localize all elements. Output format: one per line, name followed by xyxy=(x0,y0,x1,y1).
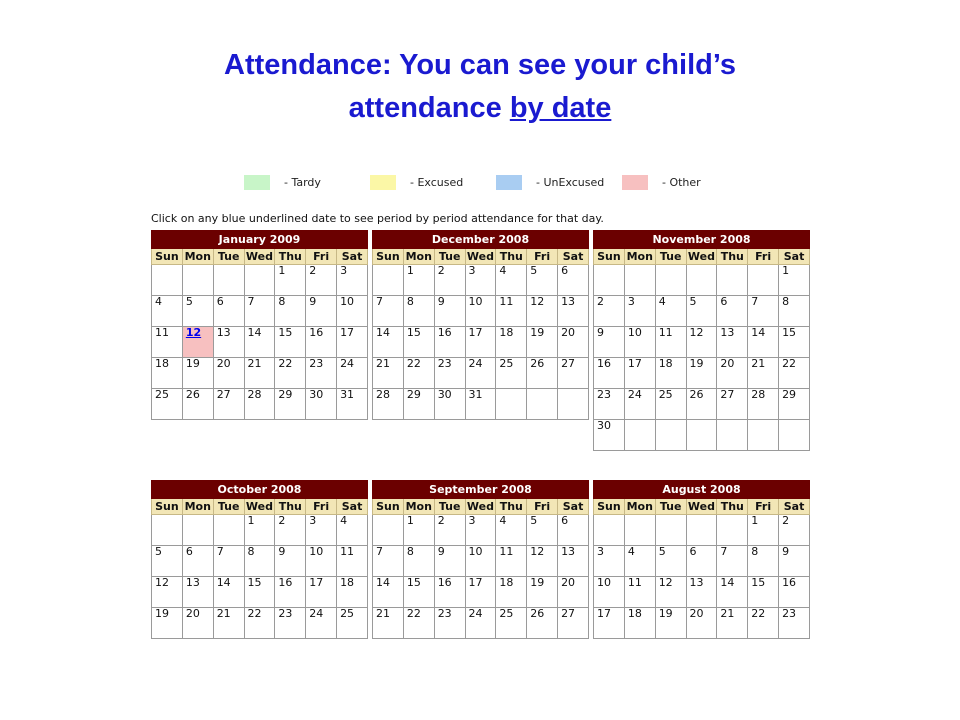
empty-day-cell xyxy=(373,265,404,296)
day-cell-25: 25 xyxy=(152,389,183,420)
weekday-header-fri: Fri xyxy=(306,499,337,515)
empty-day-cell xyxy=(152,265,183,296)
weekday-header-sun: Sun xyxy=(373,249,404,265)
day-cell-5: 5 xyxy=(182,296,213,327)
day-cell-4: 4 xyxy=(496,265,527,296)
day-cell-7: 7 xyxy=(717,546,748,577)
day-cell-7: 7 xyxy=(373,546,404,577)
day-cell-21: 21 xyxy=(244,358,275,389)
day-cell-2: 2 xyxy=(434,265,465,296)
day-cell-20: 20 xyxy=(558,577,589,608)
day-cell-21: 21 xyxy=(373,358,404,389)
day-cell-16: 16 xyxy=(779,577,810,608)
weekday-header-thu: Thu xyxy=(717,499,748,515)
day-cell-22: 22 xyxy=(748,608,779,639)
day-cell-17: 17 xyxy=(465,577,496,608)
day-cell-10: 10 xyxy=(306,546,337,577)
day-cell-4: 4 xyxy=(624,546,655,577)
weekday-header-sun: Sun xyxy=(594,499,625,515)
day-cell-26: 26 xyxy=(527,608,558,639)
day-cell-9: 9 xyxy=(779,546,810,577)
day-cell-4: 4 xyxy=(152,296,183,327)
day-cell-5: 5 xyxy=(655,546,686,577)
day-cell-6: 6 xyxy=(182,546,213,577)
weekday-header-thu: Thu xyxy=(717,249,748,265)
calendar-month-title: August 2008 xyxy=(594,481,810,499)
day-cell-25: 25 xyxy=(496,608,527,639)
calendar-august-2008 xyxy=(593,480,810,639)
title-line-2 xyxy=(0,87,960,130)
day-cell-6: 6 xyxy=(558,515,589,546)
weekday-header-mon: Mon xyxy=(624,249,655,265)
empty-day-cell xyxy=(182,265,213,296)
empty-day-cell xyxy=(655,420,686,451)
weekday-header-wed: Wed xyxy=(687,250,715,263)
day-cell-17: 17 xyxy=(465,327,496,358)
day-cell-2: 2 xyxy=(779,515,810,546)
day-cell-2: 2 xyxy=(594,296,625,327)
calendar-month-title: November 2008 xyxy=(594,231,810,249)
day-cell-6: 6 xyxy=(558,265,589,296)
day-cell-16: 16 xyxy=(275,577,306,608)
day-cell-22: 22 xyxy=(403,608,434,639)
day-cell-23: 23 xyxy=(306,358,337,389)
weekday-header-tue: Tue xyxy=(213,249,244,265)
day-cell-19: 19 xyxy=(527,577,558,608)
day-cell-15: 15 xyxy=(403,327,434,358)
weekday-header-wed: Wed xyxy=(245,250,273,263)
day-cell-23: 23 xyxy=(594,389,625,420)
day-cell-15: 15 xyxy=(403,577,434,608)
day-cell-16: 16 xyxy=(594,358,625,389)
day-cell-6: 6 xyxy=(717,296,748,327)
weekday-header-sun: Sun xyxy=(373,499,404,515)
day-cell-8: 8 xyxy=(403,546,434,577)
day-cell-24: 24 xyxy=(624,389,655,420)
day-cell-1: 1 xyxy=(403,265,434,296)
weekday-header-tue: Tue xyxy=(434,249,465,265)
empty-day-cell xyxy=(624,420,655,451)
empty-day-cell xyxy=(686,420,717,451)
weekday-header-sun: Sun xyxy=(594,249,625,265)
weekday-header-fri: Fri xyxy=(306,249,337,265)
day-cell-23: 23 xyxy=(434,358,465,389)
day-cell-4: 4 xyxy=(496,515,527,546)
empty-day-cell xyxy=(624,515,655,546)
day-cell-10: 10 xyxy=(465,296,496,327)
day-cell-3: 3 xyxy=(465,265,496,296)
calendar-january-2009 xyxy=(151,230,368,420)
day-cell-11: 11 xyxy=(496,546,527,577)
empty-day-cell xyxy=(624,265,655,296)
weekday-header-sat: Sat xyxy=(558,249,589,265)
day-cell-27: 27 xyxy=(213,389,244,420)
legend-label-tardy: - Tardy xyxy=(284,176,321,189)
empty-day-cell xyxy=(594,515,625,546)
day-cell-18: 18 xyxy=(655,358,686,389)
day-cell-10: 10 xyxy=(624,327,655,358)
empty-day-cell xyxy=(527,389,558,420)
day-cell-1: 1 xyxy=(403,515,434,546)
title-line-1: Attendance: You can see your child’s xyxy=(224,49,736,81)
weekday-header-sat: Sat xyxy=(337,249,368,265)
day-cell-17: 17 xyxy=(624,358,655,389)
day-cell-19: 19 xyxy=(182,358,213,389)
day-cell-9: 9 xyxy=(434,546,465,577)
empty-day-cell xyxy=(182,515,213,546)
day-cell-11: 11 xyxy=(337,546,368,577)
empty-day-cell xyxy=(748,420,779,451)
day-cell-17: 17 xyxy=(594,608,625,639)
title-line-2-text: attendance xyxy=(348,92,510,124)
empty-day-cell xyxy=(717,515,748,546)
day-cell-11: 11 xyxy=(152,327,183,358)
legend-label-unexcused: - UnExcused xyxy=(536,176,605,189)
day-cell-5: 5 xyxy=(527,515,558,546)
weekday-header-mon: Mon xyxy=(182,499,213,515)
day-cell-8: 8 xyxy=(275,296,306,327)
weekday-header-sat: Sat xyxy=(558,499,589,515)
empty-day-cell xyxy=(496,389,527,420)
day-cell-10: 10 xyxy=(594,577,625,608)
day-cell-4: 4 xyxy=(655,296,686,327)
day-cell-11: 11 xyxy=(624,577,655,608)
day-cell-19: 19 xyxy=(686,358,717,389)
day-cell-28: 28 xyxy=(748,389,779,420)
day-cell-19: 19 xyxy=(527,327,558,358)
by-date-link[interactable]: by date xyxy=(509,92,612,124)
day-cell-12: 12 xyxy=(527,296,558,327)
day-cell-8: 8 xyxy=(748,546,779,577)
day-cell-18: 18 xyxy=(337,577,368,608)
calendar-october-2008 xyxy=(151,480,368,639)
weekday-header-sat: Sat xyxy=(779,499,810,515)
day-cell-26: 26 xyxy=(686,389,717,420)
weekday-header-fri: Fri xyxy=(527,249,558,265)
day-cell-28: 28 xyxy=(373,389,404,420)
day-cell-24: 24 xyxy=(465,608,496,639)
day-cell-22: 22 xyxy=(275,358,306,389)
day-cell-12: 12 xyxy=(527,546,558,577)
day-cell-9: 9 xyxy=(594,327,625,358)
day-cell-18: 18 xyxy=(496,577,527,608)
day-cell-4: 4 xyxy=(337,515,368,546)
weekday-header-sun: Sun xyxy=(152,249,183,265)
empty-day-cell xyxy=(373,515,404,546)
day-cell-12: 12 xyxy=(152,577,183,608)
day-cell-7: 7 xyxy=(213,546,244,577)
day-cell-6: 6 xyxy=(213,296,244,327)
day-cell-10: 10 xyxy=(465,546,496,577)
day-cell-21: 21 xyxy=(748,358,779,389)
day-cell-13: 13 xyxy=(558,546,589,577)
day-cell-21: 21 xyxy=(213,608,244,639)
calendar-month-title: December 2008 xyxy=(373,231,589,249)
calendar-month-title: January 2009 xyxy=(152,231,368,249)
day-cell-19: 19 xyxy=(655,608,686,639)
day-cell-17: 17 xyxy=(306,577,337,608)
weekday-header-sat: Sat xyxy=(779,249,810,265)
day-cell-28: 28 xyxy=(244,389,275,420)
day-cell-15: 15 xyxy=(748,577,779,608)
instructions-text: Click on any blue underlined date to see period by period attendance for that day. xyxy=(151,212,604,225)
day-cell-23: 23 xyxy=(434,608,465,639)
day-cell-15: 15 xyxy=(779,327,810,358)
day-cell-22: 22 xyxy=(779,358,810,389)
day-cell-8: 8 xyxy=(244,546,275,577)
day-cell-9: 9 xyxy=(434,296,465,327)
day-cell-25: 25 xyxy=(337,608,368,639)
day-cell-19: 19 xyxy=(152,608,183,639)
day-cell-20: 20 xyxy=(558,327,589,358)
weekday-header-thu: Thu xyxy=(496,499,527,515)
empty-day-cell xyxy=(213,265,244,296)
day-cell-24: 24 xyxy=(306,608,337,639)
day-cell-14: 14 xyxy=(213,577,244,608)
day-cell-23: 23 xyxy=(275,608,306,639)
day-cell-6: 6 xyxy=(686,546,717,577)
weekday-header-sat: Sat xyxy=(337,499,368,515)
day-cell-7: 7 xyxy=(244,296,275,327)
day-cell-1: 1 xyxy=(748,515,779,546)
weekday-header-tue: Tue xyxy=(434,499,465,515)
day-cell-29: 29 xyxy=(779,389,810,420)
tardy-swatch xyxy=(244,175,270,190)
day-cell-12: 12 xyxy=(686,327,717,358)
weekday-header-tue: Tue xyxy=(655,499,686,515)
day-cell-26: 26 xyxy=(527,358,558,389)
page-title xyxy=(0,44,960,130)
empty-day-cell xyxy=(655,515,686,546)
day-cell-30: 30 xyxy=(594,420,625,451)
weekday-header-wed: Wed xyxy=(245,500,273,513)
weekday-header-mon: Mon xyxy=(403,499,434,515)
day-cell-9: 9 xyxy=(275,546,306,577)
weekday-header-fri: Fri xyxy=(527,499,558,515)
day-cell-5: 5 xyxy=(527,265,558,296)
day-cell-21: 21 xyxy=(373,608,404,639)
day-cell-8: 8 xyxy=(779,296,810,327)
day-cell-31: 31 xyxy=(337,389,368,420)
weekday-header-thu: Thu xyxy=(496,249,527,265)
day-cell-24: 24 xyxy=(337,358,368,389)
empty-day-cell xyxy=(717,420,748,451)
day-cell-15: 15 xyxy=(275,327,306,358)
day-cell-1: 1 xyxy=(244,515,275,546)
day-cell-11: 11 xyxy=(496,296,527,327)
day-cell-7: 7 xyxy=(748,296,779,327)
day-cell-1: 1 xyxy=(779,265,810,296)
day-cell-25: 25 xyxy=(496,358,527,389)
empty-day-cell xyxy=(655,265,686,296)
empty-day-cell xyxy=(558,389,589,420)
calendar-month-title: September 2008 xyxy=(373,481,589,499)
day-cell-14: 14 xyxy=(373,577,404,608)
day-cell-13: 13 xyxy=(182,577,213,608)
empty-day-cell xyxy=(244,265,275,296)
calendar-november-2008 xyxy=(593,230,810,451)
legend-label-excused: - Excused xyxy=(410,176,464,189)
day-cell-27: 27 xyxy=(558,608,589,639)
calendar-september-2008 xyxy=(372,480,589,639)
date-link-12[interactable]: 12 xyxy=(185,326,202,339)
weekday-header-mon: Mon xyxy=(624,499,655,515)
day-cell-20: 20 xyxy=(717,358,748,389)
day-cell-15: 15 xyxy=(244,577,275,608)
day-cell-3: 3 xyxy=(337,265,368,296)
day-cell-7: 7 xyxy=(373,296,404,327)
day-cell-1: 1 xyxy=(275,265,306,296)
empty-day-cell xyxy=(152,515,183,546)
day-cell-20: 20 xyxy=(686,608,717,639)
weekday-header-tue: Tue xyxy=(655,249,686,265)
day-cell-29: 29 xyxy=(275,389,306,420)
day-cell-24: 24 xyxy=(465,358,496,389)
day-cell-8: 8 xyxy=(403,296,434,327)
empty-day-cell xyxy=(717,265,748,296)
day-cell-30: 30 xyxy=(434,389,465,420)
weekday-header-tue: Tue xyxy=(213,499,244,515)
legend-label-other: - Other xyxy=(662,176,701,189)
day-cell-10: 10 xyxy=(337,296,368,327)
weekday-header-fri: Fri xyxy=(748,249,779,265)
excused-swatch xyxy=(370,175,396,190)
day-cell-14: 14 xyxy=(717,577,748,608)
day-cell-27: 27 xyxy=(717,389,748,420)
weekday-header-fri: Fri xyxy=(748,499,779,515)
weekday-header-mon: Mon xyxy=(182,249,213,265)
day-cell-18: 18 xyxy=(152,358,183,389)
day-cell-2: 2 xyxy=(275,515,306,546)
day-cell-20: 20 xyxy=(213,358,244,389)
day-cell-3: 3 xyxy=(465,515,496,546)
day-cell-11: 11 xyxy=(655,327,686,358)
empty-day-cell xyxy=(779,420,810,451)
day-cell-29: 29 xyxy=(403,389,434,420)
day-cell-22: 22 xyxy=(244,608,275,639)
empty-day-cell xyxy=(686,265,717,296)
day-cell-17: 17 xyxy=(337,327,368,358)
day-cell-23: 23 xyxy=(779,608,810,639)
calendar-month-title: October 2008 xyxy=(152,481,368,499)
day-cell-12: 12 xyxy=(655,577,686,608)
weekday-header-wed: Wed xyxy=(687,500,715,513)
weekday-header-thu: Thu xyxy=(275,249,306,265)
weekday-header-wed: Wed xyxy=(466,250,494,263)
day-cell-16: 16 xyxy=(434,577,465,608)
day-cell-16: 16 xyxy=(306,327,337,358)
weekday-header-thu: Thu xyxy=(275,499,306,515)
calendar-december-2008 xyxy=(372,230,589,420)
weekday-header-wed: Wed xyxy=(466,500,494,513)
day-cell-13: 13 xyxy=(717,327,748,358)
day-cell-13: 13 xyxy=(686,577,717,608)
day-cell-13: 13 xyxy=(213,327,244,358)
other-swatch xyxy=(622,175,648,190)
day-cell-3: 3 xyxy=(594,546,625,577)
day-cell-20: 20 xyxy=(182,608,213,639)
empty-day-cell xyxy=(748,265,779,296)
day-cell-22: 22 xyxy=(403,358,434,389)
day-cell-13: 13 xyxy=(558,296,589,327)
day-cell-18: 18 xyxy=(624,608,655,639)
day-cell-14: 14 xyxy=(748,327,779,358)
day-cell-2: 2 xyxy=(306,265,337,296)
empty-day-cell xyxy=(213,515,244,546)
day-cell-5: 5 xyxy=(152,546,183,577)
day-cell-14: 14 xyxy=(373,327,404,358)
day-cell-25: 25 xyxy=(655,389,686,420)
empty-day-cell xyxy=(594,265,625,296)
day-cell-5: 5 xyxy=(686,296,717,327)
day-cell-27: 27 xyxy=(558,358,589,389)
day-cell-21: 21 xyxy=(717,608,748,639)
day-cell-14: 14 xyxy=(244,327,275,358)
day-cell-30: 30 xyxy=(306,389,337,420)
day-cell-3: 3 xyxy=(306,515,337,546)
empty-day-cell xyxy=(686,515,717,546)
weekday-header-sun: Sun xyxy=(152,499,183,515)
unexcused-swatch xyxy=(496,175,522,190)
day-cell-18: 18 xyxy=(496,327,527,358)
weekday-header-mon: Mon xyxy=(403,249,434,265)
day-cell-12 xyxy=(182,327,213,358)
day-cell-2: 2 xyxy=(434,515,465,546)
day-cell-3: 3 xyxy=(624,296,655,327)
day-cell-9: 9 xyxy=(306,296,337,327)
day-cell-26: 26 xyxy=(182,389,213,420)
day-cell-31: 31 xyxy=(465,389,496,420)
day-cell-16: 16 xyxy=(434,327,465,358)
